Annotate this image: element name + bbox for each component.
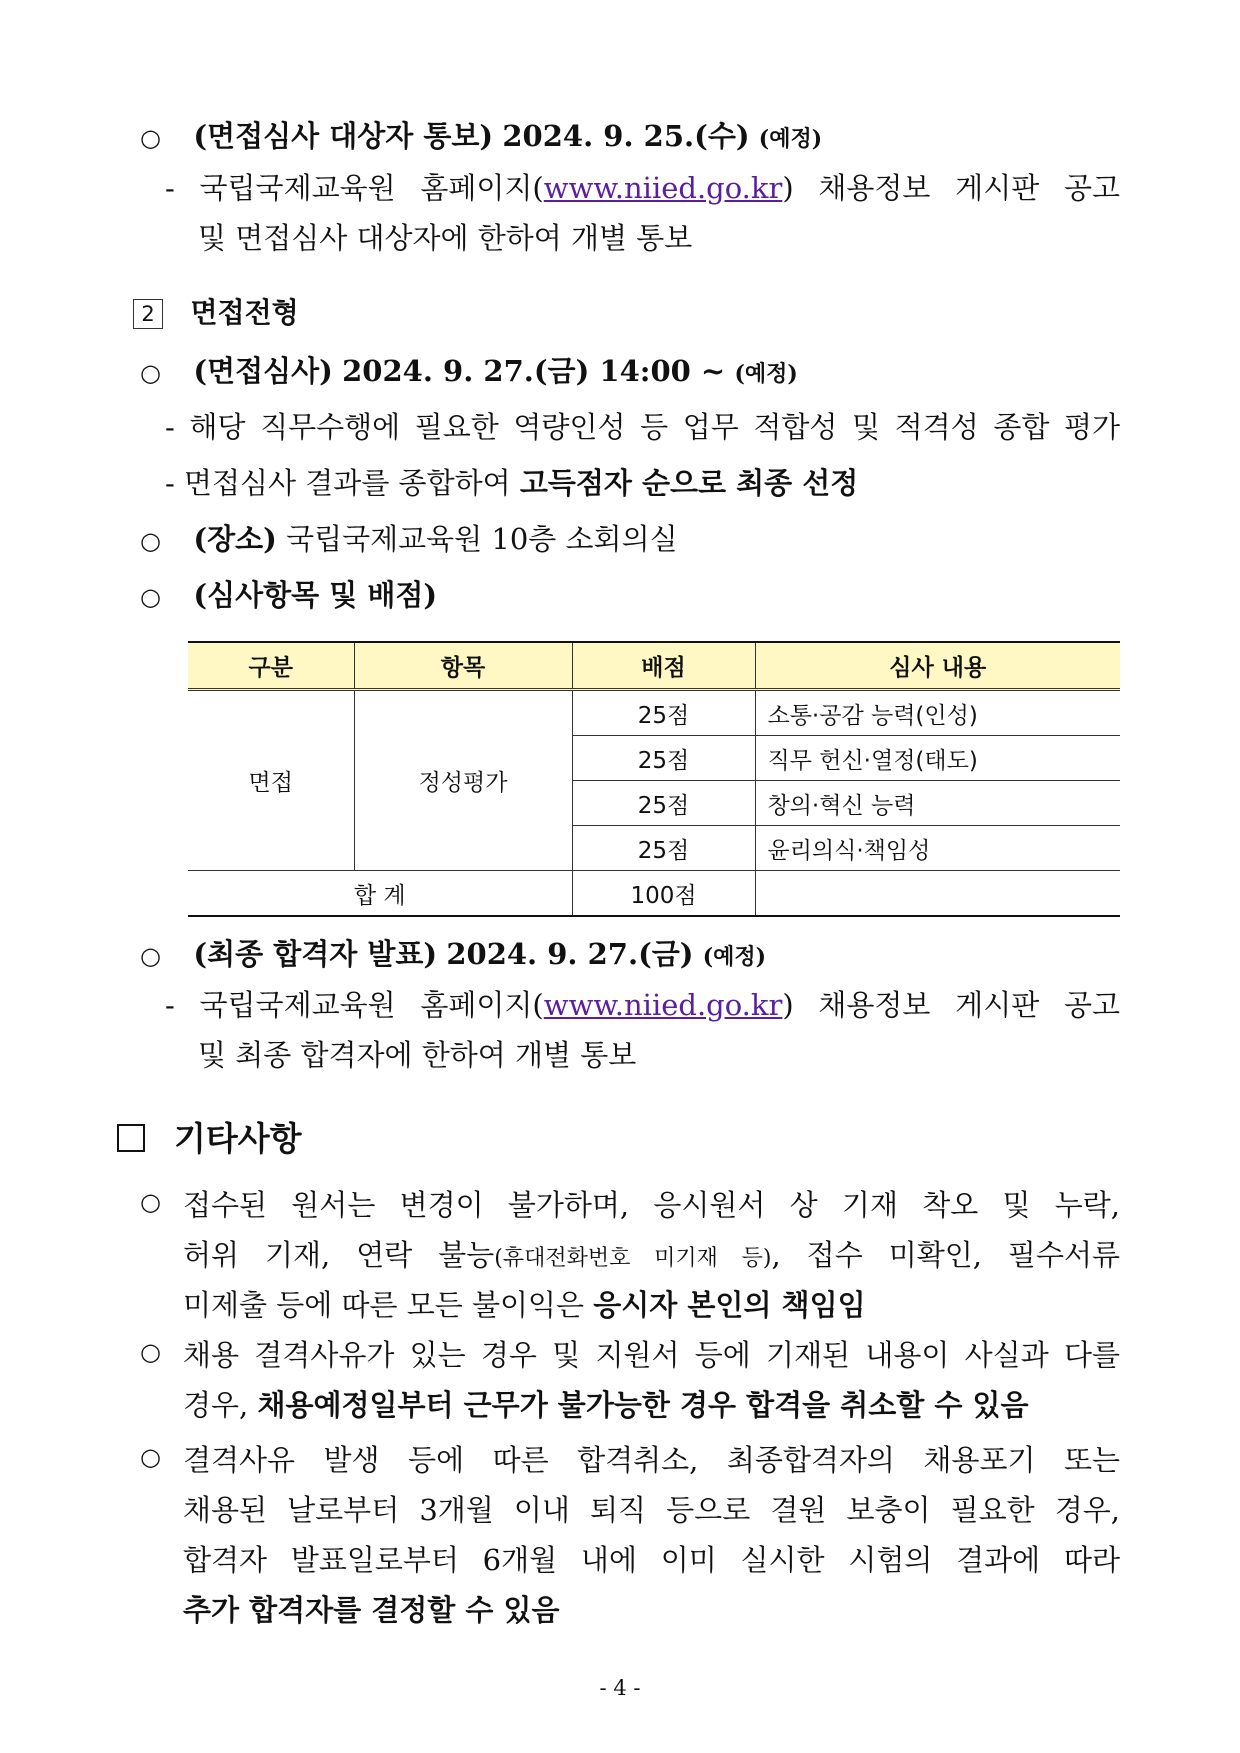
circle-bullet: ○ [140,1338,161,1366]
final-notice-line [140,932,766,973]
etc2-line2 [183,1383,1029,1424]
etc1-line2 [183,1233,1120,1274]
niied-link[interactable]: www.niied.go.kr [543,988,783,1022]
final-notice-date: 2024. 9. 27.(금) [446,937,694,971]
etc3-line4: 추가 합격자를 결정할 수 있음 [183,1593,560,1627]
circle-bullet: ○ [140,1188,161,1216]
header-score: 배점 [572,642,755,690]
section-number-box: 2 [133,299,163,329]
interview-notice-date: 2024. 9. 25.(수) [502,119,750,153]
category-cell: 면접 [188,690,354,871]
interview-notice-line [140,114,822,155]
final-notice-label: (최종 합격자 발표) [193,937,438,971]
scoring-table [188,641,1120,917]
total-score-cell: 100점 [572,871,755,917]
content-cell: 소통·공감 능력(인성) [755,690,1120,736]
final-notice-note: (예정) [702,944,767,970]
interview-sub2 [165,461,858,502]
etc3-line2: 채용된 날로부터 3개월 이내 퇴직 등으로 결원 보충이 필요한 경우, [183,1493,1120,1527]
content-cell: 직무 헌신·열정(태도) [755,736,1120,781]
etc-heading [117,1113,302,1160]
detail-suffix: ) 채용정보 게시판 공고 [782,988,1120,1022]
table-row [188,690,1120,736]
interview-label: (면접심사) [193,354,333,388]
sub2-bold: 고득점자 순으로 최종 선정 [519,466,859,500]
etc1-line2-b: , 접수 미확인, 필수서류 [771,1238,1120,1272]
etc1-line2-a: 허위 기재, 연락 불능 [183,1238,495,1272]
criteria-line [140,573,437,614]
square-bullet-icon [117,1124,145,1152]
niied-link[interactable]: www.niied.go.kr [543,171,783,205]
circle-bullet: ○ [140,124,161,152]
etc1-line1: 접수된 원서는 변경이 불가하며, 응시원서 상 기재 착오 및 누락, [183,1188,1120,1222]
etc-title: 기타사항 [174,1119,302,1158]
content-cell: 창의·혁신 능력 [755,781,1120,826]
section-title: 면접전형 [190,296,299,329]
final-notice-detail-line2: 및 최종 합격자에 한하여 개별 통보 [198,1038,637,1072]
sub2-prefix: - 면접심사 결과를 종합하여 [165,466,511,500]
etc2-line1: 채용 결격사유가 있는 경우 및 지원서 등에 기재된 내용이 사실과 다를 [183,1338,1120,1372]
item-cell: 정성평가 [354,690,572,871]
place-value: 국립국제교육원 10층 소회의실 [286,522,678,556]
header-content: 심사 내용 [755,642,1120,690]
etc3-line1: 결격사유 발생 등에 따른 합격취소, 최종합격자의 채용포기 또는 [183,1443,1120,1477]
etc2-line2-a: 경우, [183,1388,249,1422]
total-label-cell: 합 계 [188,871,572,917]
header-category: 구분 [188,642,354,690]
circle-bullet: ○ [140,583,161,611]
interview-notice-detail-line2: 및 면접심사 대상자에 한하여 개별 통보 [198,221,693,255]
circle-bullet: ○ [140,527,161,555]
detail-prefix: - 국립국제교육원 홈페이지( [165,171,544,205]
circle-bullet: ○ [140,359,161,387]
etc1-line3 [183,1283,866,1324]
score-cell: 25점 [572,781,755,826]
etc1-line3-a: 미제출 등에 따른 모든 불이익은 [183,1288,585,1322]
header-item: 항목 [354,642,572,690]
interview-notice-label: (면접심사 대상자 통보) [193,119,494,153]
score-cell: 25점 [572,826,755,871]
interview-date: 2024. 9. 27.(금) 14:00 ~ [342,354,726,388]
circle-bullet: ○ [140,1443,161,1471]
interview-notice-note: (예정) [758,126,823,152]
circle-bullet: ○ [140,942,161,970]
page-number: - 4 - [599,1676,641,1700]
total-empty-cell [755,871,1120,917]
etc1-line3-bold: 응시자 본인의 책임임 [593,1288,866,1322]
score-cell: 25점 [572,736,755,781]
detail-prefix: - 국립국제교육원 홈페이지( [165,988,544,1022]
etc3-line3: 합격자 발표일로부터 6개월 내에 이미 실시한 시험의 결과에 따라 [183,1543,1120,1577]
table-total-row [188,871,1120,917]
content-cell: 윤리의식·책임성 [755,826,1120,871]
etc2-line2-bold: 채용예정일부터 근무가 불가능한 경우 합격을 취소할 수 있음 [257,1388,1029,1422]
interview-schedule-line [140,349,798,390]
interview-notice-detail [165,166,1120,207]
score-cell: 25점 [572,690,755,736]
final-notice-detail [165,983,1120,1024]
criteria-label: (심사항목 및 배점) [193,578,438,612]
table-header-row [188,642,1120,690]
etc1-line2-small: (휴대전화번호 미기재 등) [494,1246,772,1271]
interview-note: (예정) [734,361,798,387]
interview-sub1: - 해당 직무수행에 필요한 역량인성 등 업무 적합성 및 적격성 종합 평가 [165,410,1120,444]
place-label: (장소) [193,522,277,556]
place-line [140,517,678,558]
section-heading-interview [133,291,299,331]
detail-suffix: ) 채용정보 게시판 공고 [782,171,1120,205]
